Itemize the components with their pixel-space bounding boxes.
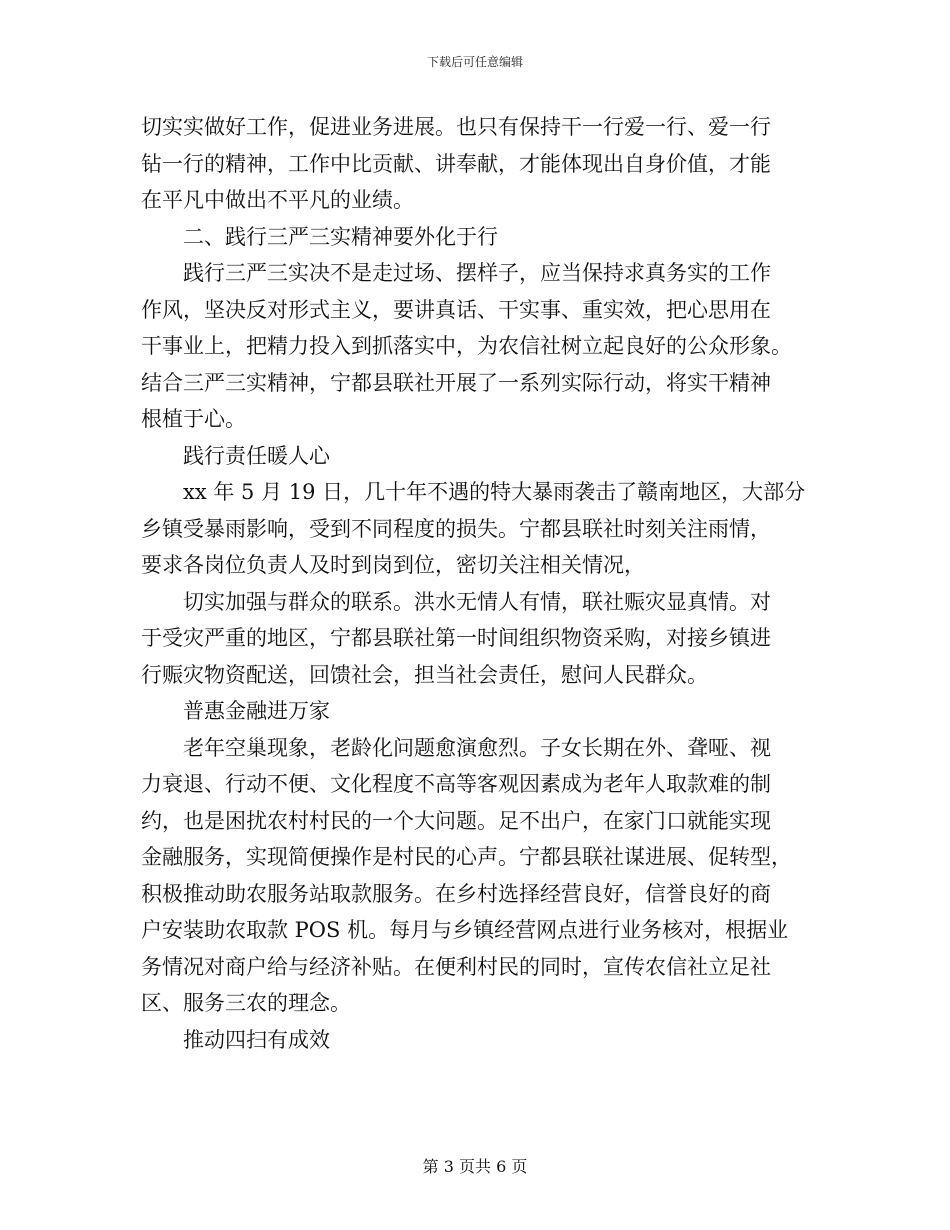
text-line: 干事业上，把精力投入到抓落实中，为农信社树立起良好的公众形象。 [141,334,792,358]
text-line: 作风，坚决反对形式主义，要讲真话、干实事、重实效，把心思用在 [141,297,771,322]
subheading: 推动四扫有成效 [183,1027,330,1052]
text-line: 践行三严三实决不是走过场、摆样子，应当保持求真务实的工作 [183,261,771,285]
subheading: 践行责任暖人心 [183,443,330,468]
text-line: 户安装助农取款 POS 机。每月与乡镇经营网点进行业务核对，根据业 [141,918,789,942]
text-line: 老年空巢现象，老龄化问题愈演愈烈。子女长期在外、聋哑、视 [183,735,771,760]
text-line: 切实加强与群众的联系。洪水无情人有情，联社赈灾显真情。对 [183,589,771,614]
text-line: 切实实做好工作，促进业务进展。也只有保持干一行爱一行、爱一行 [141,115,771,139]
document-body [141,109,806,1058]
page-footer: 第 3 页共 6 页 [422,1157,528,1176]
text-line: 约，也是困扰农村村民的一个大问题。足不出户，在家门口就能实现 [141,808,771,833]
text-line: 力衰退、行动不便、文化程度不高等客观因素成为老年人取款难的制 [141,772,771,796]
text-line: 根植于心。 [141,407,246,431]
subheading: 普惠金融进万家 [183,699,330,723]
section-heading: 二、践行三严三实精神要外化于行 [183,224,498,249]
text-line: 钻一行的精神，工作中比贡献、讲奉献，才能体现出自身价值，才能 [141,151,771,176]
text-line: 务情况对商户给与经济补贴。在便利村民的同时，宣传农信社立足社 [141,954,771,979]
text-line: 乡镇受暴雨影响，受到不同程度的损失。宁都县联社时刻关注雨情， [141,516,771,541]
text-line: 在平凡中做出不平凡的业绩。 [141,188,414,212]
text-line: 区、服务三农的理念。 [141,991,351,1015]
text-line: 行赈灾物资配送，回馈社会，担当社会责任，慰问人民群众。 [141,662,708,687]
text-line: 要求各岗位负责人及时到岗到位，密切关注相关情况， [141,553,645,577]
text-line: xx 年 5 月 19 日，几十年不遇的特大暴雨袭击了赣南地区，大部分 [183,480,806,504]
text-line: 于受灾严重的地区，宁都县联社第一时间组织物资采购，对接乡镇进 [141,626,771,650]
text-line: 积极推动助农服务站取款服务。在乡村选择经营良好，信誉良好的商 [141,881,771,906]
text-line: 金融服务，实现简便操作是村民的心声。宁都县联社谋进展、促转型， [141,845,792,869]
page-header: 下载后可任意编辑 [426,55,523,69]
text-line: 结合三严三实精神，宁都县联社开展了一系列实际行动，将实干精神 [141,370,771,395]
